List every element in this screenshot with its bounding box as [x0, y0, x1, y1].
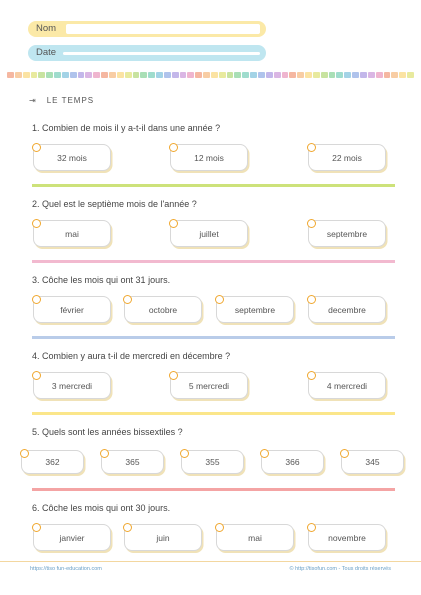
- stripe-segment: [234, 72, 241, 78]
- section-title: LE TEMPS: [46, 96, 95, 105]
- checkbox-circle-icon[interactable]: [100, 449, 109, 458]
- answer-option[interactable]: 22 mois: [308, 144, 386, 171]
- stripe-segment: [250, 72, 257, 78]
- checkbox-circle-icon[interactable]: [180, 449, 189, 458]
- checkbox-circle-icon[interactable]: [32, 219, 41, 228]
- answer-option[interactable]: 3 mercredi: [33, 372, 111, 399]
- stripe-segment: [148, 72, 155, 78]
- stripe-segment: [344, 72, 351, 78]
- answer-option[interactable]: juillet: [170, 220, 248, 247]
- checkbox-circle-icon[interactable]: [215, 295, 224, 304]
- answer-option[interactable]: octobre: [124, 296, 202, 323]
- answer-option[interactable]: mai: [216, 524, 294, 551]
- stripe-segment: [211, 72, 218, 78]
- stripe-segment: [282, 72, 289, 78]
- answer-option[interactable]: janvier: [33, 524, 111, 551]
- stripe-segment: [15, 72, 22, 78]
- answer-option[interactable]: 32 mois: [33, 144, 111, 171]
- checkbox-circle-icon[interactable]: [307, 523, 316, 532]
- stripe-segment: [164, 72, 171, 78]
- answer-option[interactable]: 5 mercredi: [170, 372, 248, 399]
- checkbox-circle-icon[interactable]: [307, 143, 316, 152]
- stripe-segment: [289, 72, 296, 78]
- stripe-segment: [101, 72, 108, 78]
- answer-option[interactable]: février: [33, 296, 111, 323]
- stripe-segment: [321, 72, 328, 78]
- stripe-segment: [376, 72, 383, 78]
- stripe-segment: [407, 72, 414, 78]
- stripe-segment: [70, 72, 77, 78]
- question-1: 1. Combien de mois il y a-t-il dans une année ?: [32, 123, 221, 133]
- stripe-segment: [23, 72, 30, 78]
- answer-option[interactable]: 366: [261, 450, 324, 474]
- checkbox-circle-icon[interactable]: [340, 449, 349, 458]
- stripe-segment: [360, 72, 367, 78]
- stripe-segment: [117, 72, 124, 78]
- divider-line: [32, 412, 395, 415]
- stripe-segment: [227, 72, 234, 78]
- checkbox-circle-icon[interactable]: [32, 523, 41, 532]
- answer-option[interactable]: septembre: [216, 296, 294, 323]
- question-6: 6. Côche les mois qui ont 30 jours.: [32, 503, 171, 513]
- checkbox-circle-icon[interactable]: [169, 143, 178, 152]
- stripe-segment: [336, 72, 343, 78]
- answer-option[interactable]: mai: [33, 220, 111, 247]
- stripe-segment: [313, 72, 320, 78]
- checkbox-circle-icon[interactable]: [32, 295, 41, 304]
- stripe-segment: [62, 72, 69, 78]
- answer-option[interactable]: 12 mois: [170, 144, 248, 171]
- stripe-segment: [46, 72, 53, 78]
- checkbox-circle-icon[interactable]: [169, 371, 178, 380]
- stripe-segment: [195, 72, 202, 78]
- checkbox-circle-icon[interactable]: [307, 219, 316, 228]
- question-3: 3. Côche les mois qui ont 31 jours.: [32, 275, 171, 285]
- answer-option[interactable]: 345: [341, 450, 404, 474]
- stripe-segment: [187, 72, 194, 78]
- footer-copyright: © http://tisofun.com - Tous droits réservés: [289, 566, 391, 572]
- footer-website-link[interactable]: https://tiso fun-education.com: [30, 566, 102, 572]
- stripe-segment: [38, 72, 45, 78]
- answer-option[interactable]: novembre: [308, 524, 386, 551]
- date-input-area[interactable]: [63, 52, 260, 55]
- checkbox-circle-icon[interactable]: [260, 449, 269, 458]
- stripe-segment: [242, 72, 249, 78]
- stripe-segment: [329, 72, 336, 78]
- nom-field[interactable]: [28, 21, 266, 37]
- answer-option[interactable]: septembre: [308, 220, 386, 247]
- stripe-segment: [391, 72, 398, 78]
- stripe-segment: [172, 72, 179, 78]
- stripe-segment: [384, 72, 391, 78]
- divider-line: [32, 260, 395, 263]
- checkbox-circle-icon[interactable]: [169, 219, 178, 228]
- decorative-color-stripe: [7, 72, 414, 78]
- stripe-segment: [352, 72, 359, 78]
- question-4: 4. Combien y aura t-il de mercredi en décembre ?: [32, 351, 231, 361]
- stripe-segment: [297, 72, 304, 78]
- stripe-segment: [203, 72, 210, 78]
- checkbox-circle-icon[interactable]: [123, 523, 132, 532]
- divider-line: [32, 488, 395, 491]
- stripe-segment: [266, 72, 273, 78]
- stripe-segment: [399, 72, 406, 78]
- stripe-segment: [109, 72, 116, 78]
- checkbox-circle-icon[interactable]: [32, 371, 41, 380]
- stripe-segment: [85, 72, 92, 78]
- date-field[interactable]: [28, 45, 266, 61]
- stripe-segment: [305, 72, 312, 78]
- checkbox-circle-icon[interactable]: [307, 371, 316, 380]
- stripe-segment: [274, 72, 281, 78]
- checkbox-circle-icon[interactable]: [123, 295, 132, 304]
- divider-line: [32, 336, 395, 339]
- stripe-segment: [156, 72, 163, 78]
- stripe-segment: [93, 72, 100, 78]
- answer-option[interactable]: decembre: [308, 296, 386, 323]
- stripe-segment: [31, 72, 38, 78]
- checkbox-circle-icon[interactable]: [32, 143, 41, 152]
- stripe-segment: [219, 72, 226, 78]
- stripe-segment: [78, 72, 85, 78]
- answer-option[interactable]: 4 mercredi: [308, 372, 386, 399]
- checkbox-circle-icon[interactable]: [20, 449, 29, 458]
- stripe-segment: [54, 72, 61, 78]
- date-label: Date: [36, 47, 57, 58]
- stripe-segment: [133, 72, 140, 78]
- checkbox-circle-icon[interactable]: [307, 295, 316, 304]
- divider-line: [32, 184, 395, 187]
- answer-option[interactable]: 355: [181, 450, 244, 474]
- stripe-segment: [140, 72, 147, 78]
- question-2: 2. Quel est le septième mois de l'année ?: [32, 199, 197, 209]
- section-heading: [29, 96, 94, 105]
- stripe-segment: [258, 72, 265, 78]
- checkbox-circle-icon[interactable]: [215, 523, 224, 532]
- footer-divider: [0, 561, 421, 562]
- nom-label: Nom: [36, 23, 57, 34]
- stripe-segment: [368, 72, 375, 78]
- answer-option[interactable]: juin: [124, 524, 202, 551]
- answer-option[interactable]: 362: [21, 450, 84, 474]
- question-5: 5. Quels sont les années bissextiles ?: [32, 427, 183, 437]
- stripe-segment: [7, 72, 14, 78]
- answer-option[interactable]: 365: [101, 450, 164, 474]
- stripe-segment: [180, 72, 187, 78]
- nom-input-area[interactable]: [66, 24, 260, 34]
- arrow-icon: ⇥: [29, 96, 37, 105]
- stripe-segment: [125, 72, 132, 78]
